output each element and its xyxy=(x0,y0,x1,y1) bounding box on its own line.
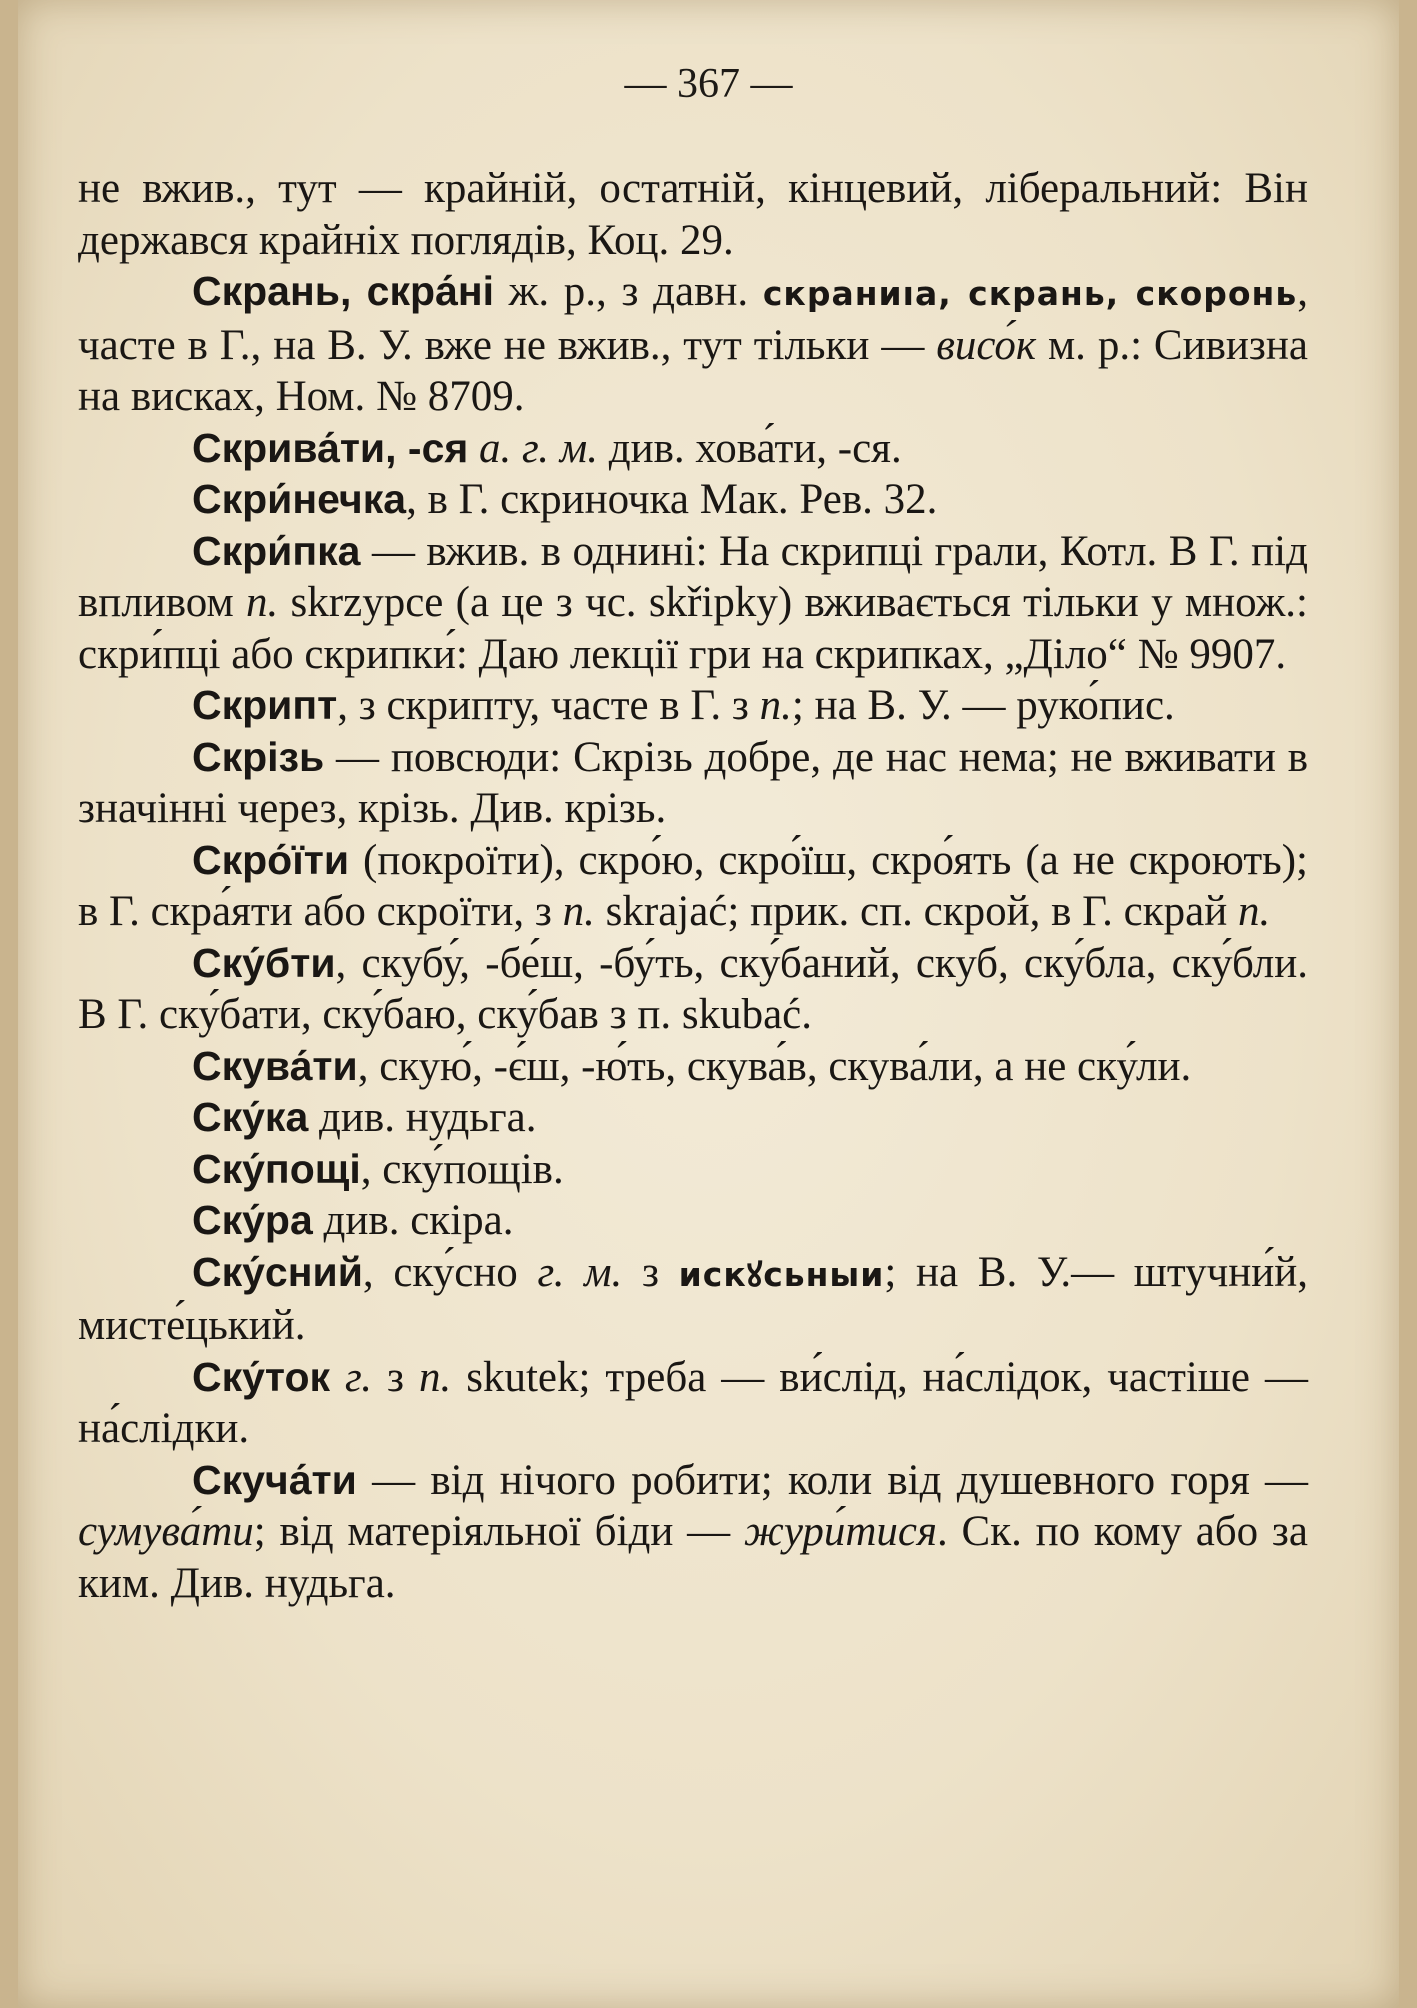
entry-text: ; на В. У.— штучни́й, мисте́цький. xyxy=(78,1248,1308,1349)
dictionary-entry xyxy=(78,938,1308,1041)
dictionary-entry xyxy=(78,526,1308,681)
headword: Скрізь xyxy=(192,733,325,780)
headword: Скри́пка xyxy=(192,527,361,574)
headword: Ску́ра xyxy=(192,1197,313,1243)
dictionary-entry xyxy=(78,732,1308,835)
dictionary-text-body xyxy=(78,163,1308,1609)
headword: Скро́їти xyxy=(192,836,350,883)
dictionary-entry xyxy=(78,835,1308,938)
headword: Скува́ти xyxy=(192,1042,358,1089)
entry-text: ; від матеріяльної біди — xyxy=(253,1508,744,1555)
entry-text: з xyxy=(372,1353,419,1401)
headword: Ску́ток xyxy=(192,1353,331,1400)
italic-abbreviation: висо́к xyxy=(936,321,1037,369)
dictionary-entry xyxy=(78,1195,1308,1247)
dictionary-entry xyxy=(78,266,1308,423)
dictionary-entry xyxy=(78,1144,1308,1196)
dictionary-entry xyxy=(78,1455,1308,1610)
dictionary-entry xyxy=(78,1247,1308,1352)
italic-abbreviation: п. xyxy=(246,579,279,626)
headword: Ску́пощі xyxy=(192,1145,361,1192)
old-slavonic-word: искꙋсьныи xyxy=(678,1254,885,1294)
dictionary-entry xyxy=(78,1352,1308,1455)
dictionary-entry xyxy=(78,423,1308,475)
italic-abbreviation: п. xyxy=(418,1353,452,1401)
old-slavonic-word: скраниıa, скрань, скоронь xyxy=(762,274,1298,313)
italic-abbreviation: п. xyxy=(562,888,595,935)
dictionary-entry xyxy=(78,474,1308,526)
entry-text: див. скіра. xyxy=(312,1197,514,1244)
entry-text: не вжив., тут — крайній, остатній, кінцевий, ліберальний: Він держався крайніх поглядів, Коц. 29. xyxy=(78,165,1308,264)
italic-abbreviation: г. xyxy=(345,1353,373,1401)
page-number: — 367 — xyxy=(624,61,793,107)
entry-text: м. р.: Сивизна на висках, Ном. № 8709. xyxy=(78,321,1309,420)
entry-text: див. нудьга. xyxy=(308,1094,537,1141)
entry-text: . Ск. по кому або за ким. Див. нудьга. xyxy=(78,1508,1309,1607)
entry-text: , скубу́, -бе́ш, -бу́ть, ску́баний, скуб, ску́бла, ску́бли. В Г. ску́бати, ску́баю, ску́бав з п. skubać. xyxy=(78,939,1308,1038)
entry-text: , в Г. скриночка Мак. Рев. 32. xyxy=(406,476,938,523)
entry-text xyxy=(330,1354,345,1401)
entry-text: skrajać; прик. сп. скрой, в Г. скрай xyxy=(594,888,1238,935)
entry-text: див. хова́ти, -ся. xyxy=(597,424,902,472)
headword: Скуча́ти xyxy=(192,1456,357,1503)
italic-abbreviation: а. г. м. xyxy=(479,424,598,472)
entry-text: , скую́, -є́ш, -ю́ть, скува́в, скува́ли, а не ску́ли. xyxy=(357,1042,1192,1090)
entry-text: — повсюди: Скрізь добре, де нас нема; не вживати в значінні через, крізь. Див. крізь. xyxy=(78,733,1308,832)
italic-abbreviation: жури́тися xyxy=(743,1508,938,1555)
italic-abbreviation: п. xyxy=(759,682,792,729)
entry-text: (покроїти), скро́ю, скро́їш, скро́ять (а не скроють); в Г. скра́яти або скроїти, з xyxy=(78,836,1308,935)
entry-text: skutek; треба — ви́слід, на́слідок, частіше — на́слідки. xyxy=(78,1353,1308,1452)
italic-abbreviation: сумува́ти xyxy=(78,1508,254,1555)
entry-text: , часте в Г., на В. У. вже не вжив., тут тільки — xyxy=(78,268,1308,369)
entry-continuation xyxy=(78,163,1308,266)
entry-text: з xyxy=(622,1248,679,1296)
entry-text: ; на В. У. — руко́пис. xyxy=(791,682,1175,729)
entry-text: — вжив. в однині: На скрипці грали, Котл. В Г. під впливом xyxy=(78,527,1308,626)
dictionary-entry xyxy=(78,1092,1308,1144)
entry-text: ж. р., з давн. xyxy=(493,268,763,315)
italic-abbreviation: г. м. xyxy=(537,1248,623,1296)
dictionary-entry xyxy=(78,1041,1308,1093)
italic-abbreviation: п. xyxy=(1237,888,1271,935)
headword: Скрива́ти, -ся xyxy=(192,424,469,471)
headword: Ску́сний xyxy=(192,1248,363,1295)
headword: Скри́нечка xyxy=(192,476,407,522)
headword: Скрипт xyxy=(192,682,338,728)
entry-text: , ску́сно xyxy=(362,1248,538,1296)
headword: Скрань, скра́ні xyxy=(192,268,494,314)
entry-text: , з скрипту, часте в Г. з xyxy=(337,682,760,729)
dictionary-entry xyxy=(78,680,1308,732)
headword: Ску́бти xyxy=(192,939,336,986)
headword: Ску́ка xyxy=(192,1094,309,1140)
entry-text: — від нічого робити; коли від душевного горя — xyxy=(356,1456,1308,1504)
dictionary-page xyxy=(18,0,1399,2008)
entry-text xyxy=(468,425,479,472)
entry-text: skrzypce (а це з чс. skřipky) вживається тільки у множ.: скри́пці або скрипки́: Даю лекції гри на скрипках, „Діло“ № 9907. xyxy=(78,579,1308,678)
entry-text: , ску́пощів. xyxy=(360,1145,564,1193)
